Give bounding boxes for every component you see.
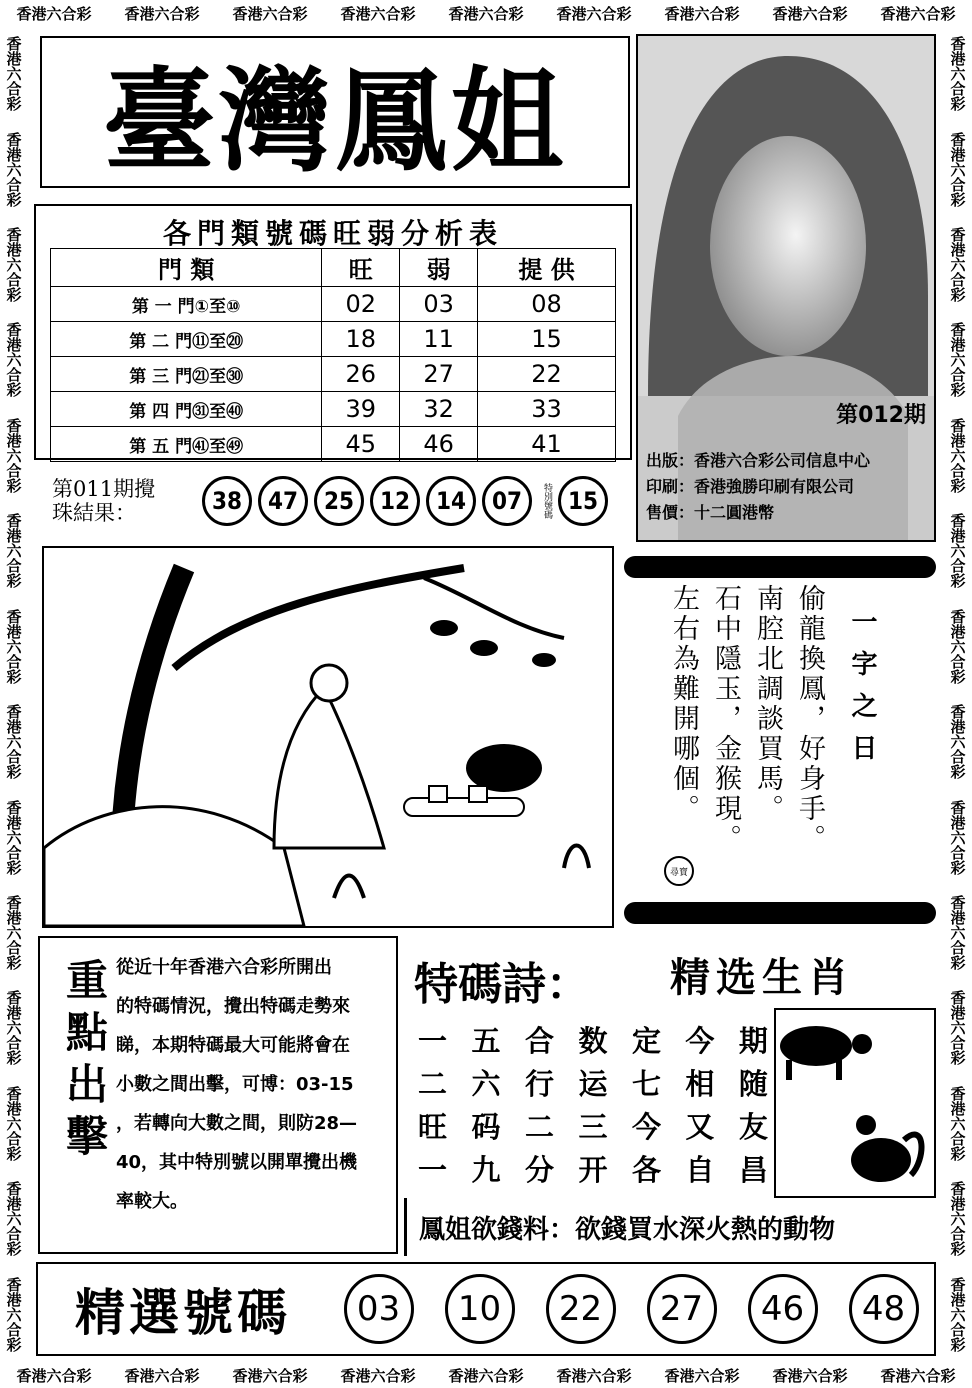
pick-number: 46 <box>748 1274 818 1344</box>
scroll-top <box>624 556 936 578</box>
table-row <box>51 287 616 322</box>
border-text: 香港六合彩 <box>948 704 967 780</box>
poem-char: 期 <box>738 1024 768 1058</box>
draw-balls <box>202 476 538 526</box>
picks-label: 精選號碼 <box>75 1283 291 1342</box>
poem-char: 友 <box>738 1110 768 1144</box>
poem-panel <box>410 944 936 1196</box>
draw-ball: 47 <box>258 476 308 526</box>
picks-panel <box>36 1262 936 1356</box>
border-text: 香港六合彩 <box>948 895 967 970</box>
border-text: 香港六合彩 <box>948 1276 967 1352</box>
border-text: 香港六合彩 <box>4 608 23 684</box>
price-line: 售價：十二圓港幣 <box>646 503 775 522</box>
poem-char: 码 <box>471 1110 501 1144</box>
poem-char: 一 <box>418 1024 448 1058</box>
publisher-info <box>646 448 870 526</box>
draw-ball: 07 <box>482 476 532 526</box>
border-text: 香港六合彩 <box>4 1276 23 1352</box>
riddle-heading: 一字之日 <box>847 608 877 776</box>
draw-ball: 12 <box>370 476 420 526</box>
border-text: 香港六合彩 <box>948 990 967 1066</box>
border-text: 香港六合彩 <box>948 608 967 684</box>
draw-result <box>52 470 632 532</box>
strong-cell: 39 <box>322 392 400 427</box>
riddle-line: 偷龍換鳳，好身手。 <box>794 584 825 854</box>
poem-char: 六 <box>471 1067 501 1101</box>
poem-char: 又 <box>685 1110 715 1144</box>
poem-char: 分 <box>524 1153 554 1187</box>
focus-line: 率較大。 <box>116 1191 188 1212</box>
pick-number: 10 <box>445 1274 515 1344</box>
poem-char: 行 <box>524 1067 554 1101</box>
border-text: 香港六合彩 <box>4 895 23 970</box>
border-text: 香港六合彩 <box>664 1366 740 1385</box>
poem-body <box>418 1018 768 1190</box>
table-header: 門 類 <box>51 249 322 287</box>
weak-cell: 11 <box>400 322 478 357</box>
poem-char: 随 <box>738 1067 768 1101</box>
focus-line: 小數之間出擊，可博：03-15 <box>116 1074 354 1095</box>
money-tip <box>404 1198 936 1256</box>
strong-cell: 02 <box>322 287 400 322</box>
border-text: 香港六合彩 <box>4 704 23 780</box>
focus-line: 從近十年香港六合彩所開出 <box>116 957 332 978</box>
riddle-line: 左右為難開哪個。 <box>668 584 699 824</box>
border-text: 香港六合彩 <box>948 1085 967 1161</box>
draw-result-label-line2: 珠結果： <box>52 501 136 525</box>
table-row <box>51 357 616 392</box>
border-text: 香港六合彩 <box>340 1366 416 1385</box>
poem-char: 合 <box>524 1024 554 1058</box>
poem-row <box>418 1061 768 1104</box>
special-number-label: 特別號碼 <box>542 483 552 519</box>
draw-ball: 14 <box>426 476 476 526</box>
offer-cell: 41 <box>478 427 616 462</box>
money-tip-text: 欲錢買水深火熱的動物 <box>575 1214 836 1245</box>
border-text: 香港六合彩 <box>880 4 956 23</box>
pick-number: 27 <box>647 1274 717 1344</box>
focus-label: 重點出擊 <box>60 958 109 1166</box>
focus-text <box>116 948 396 1221</box>
poem-char: 开 <box>578 1153 608 1187</box>
photo-panel <box>636 34 936 542</box>
issue-number: 第012期 <box>836 403 926 428</box>
riddle-text <box>664 584 828 854</box>
riddle-line: 南腔北調談買馬。 <box>752 584 783 824</box>
poem-char: 五 <box>471 1024 501 1058</box>
border-text: 香港六合彩 <box>4 799 23 875</box>
offer-cell: 15 <box>478 322 616 357</box>
poem-char: 各 <box>631 1153 661 1187</box>
border-text: 香港六合彩 <box>16 1366 92 1385</box>
table-header: 弱 <box>400 249 478 287</box>
page-title: 臺灣鳳姐 <box>40 36 630 188</box>
poem-char: 旺 <box>418 1110 448 1144</box>
poem-char: 运 <box>578 1067 608 1101</box>
border-text: 香港六合彩 <box>948 322 967 398</box>
border-text: 香港六合彩 <box>448 4 524 23</box>
poem-char: 昌 <box>738 1153 768 1187</box>
focus-line: ，若轉向大數之間，則防28— <box>116 1113 358 1134</box>
draw-result-label-line1: 第011期攪 <box>52 477 156 501</box>
border-text: 香港六合彩 <box>556 1366 632 1385</box>
draw-ball: 25 <box>314 476 364 526</box>
zodiac-images <box>774 1008 936 1198</box>
analysis-table <box>50 248 616 462</box>
strong-cell: 26 <box>322 357 400 392</box>
offer-cell: 33 <box>478 392 616 427</box>
border-text: 香港六合彩 <box>948 799 967 875</box>
door-cell: 第 二 門⑪至⑳ <box>51 322 322 357</box>
border-bottom <box>0 1362 972 1388</box>
border-text: 香港六合彩 <box>948 227 967 303</box>
poem-char: 数 <box>578 1024 608 1058</box>
border-text: 香港六合彩 <box>772 1366 848 1385</box>
draw-result-label <box>52 477 202 525</box>
ox-rooster-image <box>776 1010 934 1196</box>
poem-char: 今 <box>631 1110 661 1144</box>
poem-char: 七 <box>631 1067 661 1101</box>
border-text: 香港六合彩 <box>880 1366 956 1385</box>
door-cell: 第 三 門㉑至㉚ <box>51 357 322 392</box>
border-text: 香港六合彩 <box>4 1181 23 1257</box>
poem-row <box>418 1018 768 1061</box>
zodiac-title: 精选生肖 <box>670 954 854 1001</box>
border-left <box>0 26 28 1362</box>
poem-char: 相 <box>685 1067 715 1101</box>
poem-char: 今 <box>685 1024 715 1058</box>
border-text: 香港六合彩 <box>948 36 967 112</box>
table-row <box>51 322 616 357</box>
illustration-panel <box>42 546 614 928</box>
border-right <box>944 26 972 1362</box>
focus-line: 40，其中特別號以開單攪出機 <box>116 1152 358 1173</box>
border-text: 香港六合彩 <box>124 1366 200 1385</box>
border-text: 香港六合彩 <box>664 4 740 23</box>
pick-number: 48 <box>849 1274 919 1344</box>
focus-panel <box>38 936 398 1254</box>
offer-cell: 22 <box>478 357 616 392</box>
border-text: 香港六合彩 <box>4 417 23 493</box>
border-text: 香港六合彩 <box>4 227 23 303</box>
border-text: 香港六合彩 <box>124 4 200 23</box>
border-text: 香港六合彩 <box>4 513 23 589</box>
riddle-line: 石中隱玉，金猴現。 <box>710 584 741 854</box>
riddle-panel <box>624 556 936 924</box>
scroll-bottom <box>624 902 936 924</box>
money-tip-label: 鳳姐欲錢料： <box>419 1214 576 1245</box>
border-text: 香港六合彩 <box>4 36 23 112</box>
poem-row <box>418 1147 768 1190</box>
border-text: 香港六合彩 <box>948 1181 967 1257</box>
pick-number: 03 <box>344 1274 414 1344</box>
poem-char: 三 <box>578 1110 608 1144</box>
border-text: 香港六合彩 <box>232 4 308 23</box>
poem-row <box>418 1104 768 1147</box>
border-text: 香港六合彩 <box>4 322 23 398</box>
analysis-table-title: 各門類號碼旺弱分析表 <box>162 217 503 250</box>
strong-cell: 45 <box>322 427 400 462</box>
picks-numbers <box>328 1274 934 1344</box>
border-text: 香港六合彩 <box>16 4 92 23</box>
printer-line: 印刷：香港強勝印刷有限公司 <box>646 477 855 496</box>
border-text: 香港六合彩 <box>448 1366 524 1385</box>
border-text: 香港六合彩 <box>4 1085 23 1161</box>
border-text: 香港六合彩 <box>948 131 967 207</box>
poem-char: 九 <box>471 1153 501 1187</box>
border-text: 香港六合彩 <box>556 4 632 23</box>
table-row <box>51 392 616 427</box>
poem-char: 定 <box>631 1024 661 1058</box>
table-row <box>51 427 616 462</box>
border-text: 香港六合彩 <box>772 4 848 23</box>
border-text: 香港六合彩 <box>948 417 967 493</box>
table-header: 提 供 <box>478 249 616 287</box>
weak-cell: 03 <box>400 287 478 322</box>
border-top <box>0 0 972 26</box>
focus-line: 的特碼情況，攪出特碼走勢來 <box>116 996 350 1017</box>
border-text: 香港六合彩 <box>948 513 967 589</box>
border-text: 香港六合彩 <box>4 990 23 1066</box>
special-ball: 15 <box>558 476 608 526</box>
publisher-line: 出版：香港六合彩公司信息中心 <box>646 451 871 470</box>
weak-cell: 32 <box>400 392 478 427</box>
door-cell: 第 五 門㊶至㊾ <box>51 427 322 462</box>
old-man-tea-illustration <box>44 548 612 926</box>
weak-cell: 27 <box>400 357 478 392</box>
border-text: 香港六合彩 <box>232 1366 308 1385</box>
pick-number: 22 <box>546 1274 616 1344</box>
table-header: 旺 <box>322 249 400 287</box>
poem-char: 自 <box>685 1153 715 1187</box>
border-text: 香港六合彩 <box>340 4 416 23</box>
analysis-table-panel <box>34 204 632 460</box>
offer-cell: 08 <box>478 287 616 322</box>
treasure-badge: 尋寶 <box>664 856 694 886</box>
strong-cell: 18 <box>322 322 400 357</box>
door-cell: 第 四 門㉛至㊵ <box>51 392 322 427</box>
poem-title: 特碼詩： <box>414 959 590 1010</box>
poem-char: 一 <box>418 1153 448 1187</box>
poem-char: 二 <box>524 1110 554 1144</box>
focus-line: 睇，本期特碼最大可能將會在 <box>116 1035 350 1056</box>
weak-cell: 46 <box>400 427 478 462</box>
door-cell: 第 一 門①至⑩ <box>51 287 322 322</box>
border-text: 香港六合彩 <box>4 131 23 207</box>
draw-ball: 38 <box>202 476 252 526</box>
poem-char: 二 <box>418 1067 448 1101</box>
